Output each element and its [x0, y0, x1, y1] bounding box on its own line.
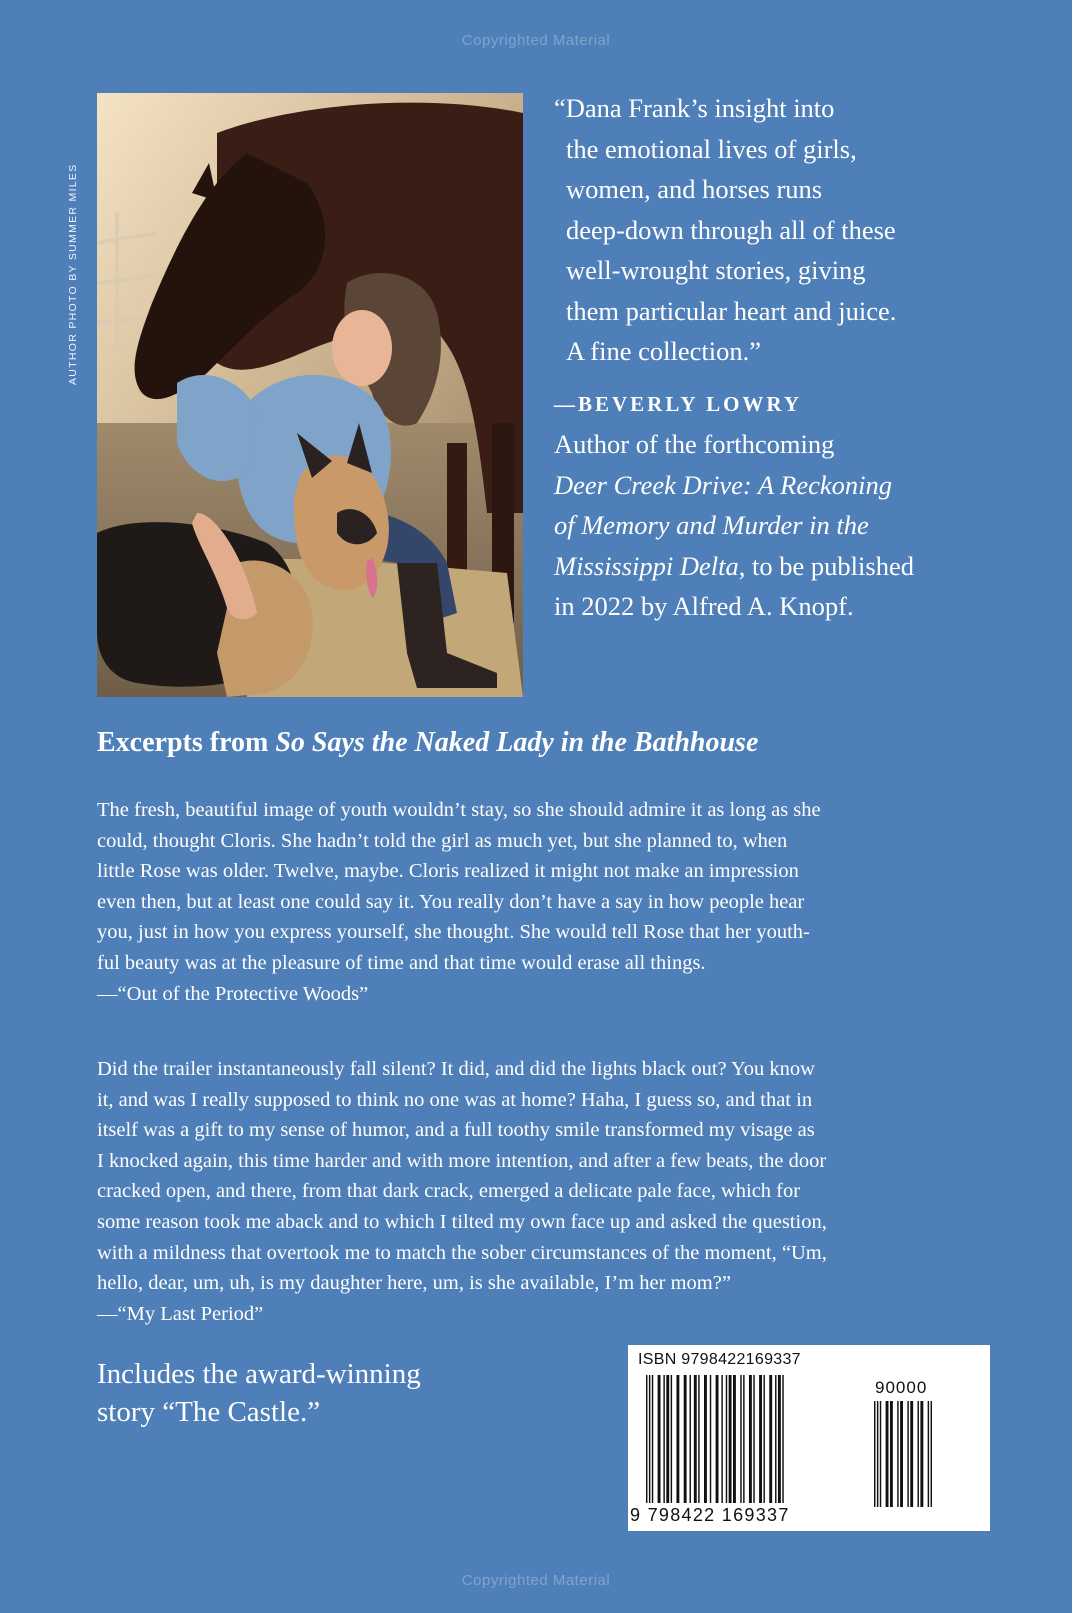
barcode-bar [910, 1401, 913, 1507]
includes-line: story “The Castle.” [97, 1396, 321, 1428]
barcode-bar [759, 1375, 762, 1503]
blurb-line: A fine collection.” [566, 336, 761, 366]
barcode-bar [743, 1375, 744, 1503]
blurb-line: “Dana Frank’s insight into [554, 93, 835, 123]
excerpt-line: itself was a gift to my sense of humor, and a full toothy smile transformed my visage as [97, 1119, 815, 1142]
ean-digits: 9 798422 169337 [630, 1505, 790, 1525]
barcode-bar [726, 1375, 727, 1503]
barcode-bar [880, 1401, 881, 1507]
barcode-bar [778, 1375, 781, 1503]
blurb-line: well-wrought stories, giving [566, 255, 866, 285]
barcode-bar [649, 1375, 650, 1503]
barcode-bar [666, 1375, 669, 1503]
watermark-top: Copyrighted Material [461, 32, 611, 49]
barcode-bar [877, 1401, 878, 1507]
barcode-bar [886, 1401, 889, 1507]
excerpt-line: Did the trailer instantaneously fall silent? It did, and did the lights black out? You know [97, 1058, 815, 1080]
isbn-label: ISBN 9798422169337 [638, 1351, 801, 1368]
includes-note [97, 1355, 517, 1431]
barcode-bar [721, 1375, 722, 1503]
barcode-bar [684, 1375, 687, 1503]
blurb-attribution: —BEVERLY LOWRY [554, 391, 803, 416]
author-photo [97, 93, 523, 697]
barcode-bar [729, 1375, 732, 1503]
bio-line: in 2022 by Alfred A. Knopf. [554, 591, 854, 621]
barcode-bar [652, 1375, 653, 1503]
includes-line: Includes the award-winning [97, 1358, 421, 1390]
barcode-bar [920, 1401, 923, 1507]
barcode-bar [931, 1401, 932, 1507]
barcode-bars [644, 1375, 864, 1505]
blurb-author-bio [554, 424, 1034, 627]
author-photo-illustration [97, 93, 523, 697]
bio-line: Author of the forthcoming [554, 429, 835, 459]
barcode-bar [740, 1375, 741, 1503]
excerpt-source: —“My Last Period” [97, 1302, 264, 1325]
excerpt-line: could, thought Cloris. She hadn’t told the girl as much yet, but she planned to, when [97, 829, 788, 852]
blurb-quote [554, 88, 1034, 627]
excerpt-line: even then, but at least one could say it. You really don’t have a say in how people hear [97, 890, 805, 913]
barcode-bar [690, 1375, 691, 1503]
bio-line [554, 546, 1034, 587]
excerpt-line: with a mildness that overtook me to match the sober circumstances of the moment, “Um, [97, 1241, 827, 1264]
barcode-bar [763, 1375, 764, 1503]
barcode-bar [928, 1401, 929, 1507]
excerpt-line: ful beauty was at the pleasure of time and that time would erase all things. [97, 951, 706, 974]
excerpt-source: —“Out of the Protective Woods” [97, 982, 369, 1005]
barcode-bar [907, 1401, 908, 1507]
barcode-bar [918, 1401, 919, 1507]
barcode-bar [890, 1401, 893, 1507]
excerpt-line: it, and was I really supposed to think no one was at home? Haha, I guess so, and that in [97, 1088, 813, 1111]
photo-credit: AUTHOR PHOTO BY SUMMER MILES [67, 163, 79, 385]
barcode-bar [646, 1375, 647, 1503]
barcode-bar [753, 1375, 754, 1503]
barcode-bar [749, 1375, 752, 1503]
isbn-barcode [628, 1345, 990, 1531]
excerpt-line: hello, dear, um, uh, is my daughter here, um, is she available, I’m her mom?” [97, 1272, 731, 1295]
excerpt-line: The fresh, beautiful image of youth wouldn’t stay, so she should admire it as long as she [97, 799, 821, 821]
barcode-bar [704, 1375, 707, 1503]
excerpt-line: some reason took me aback and to which I tilted my own face up and asked the question, [97, 1210, 827, 1233]
book-title: Mississippi Delta [554, 550, 739, 581]
barcode-bar [782, 1375, 783, 1503]
blurb-line: deep-down through all of these [566, 214, 896, 245]
addon-barcode-bars [872, 1401, 977, 1509]
price-code: 90000 [875, 1378, 928, 1397]
barcode-bar [710, 1375, 711, 1503]
excerpt-out-of-the-protective-woods [97, 795, 1032, 1009]
excerpt-line: little Rose was older. Twelve, maybe. Cloris realized it might not make an impression [97, 860, 799, 883]
barcode-bar [733, 1375, 736, 1503]
excerpt-line: I knocked again, this time harder and with more intention, and after a few beats, the door [97, 1149, 827, 1172]
barcode-bar [671, 1375, 672, 1503]
barcode-bar [698, 1375, 699, 1503]
book-title: of Memory and Murder in the [554, 510, 869, 540]
blurb-line: them particular heart and juice. [566, 295, 897, 326]
excerpt-line: cracked open, and there, from that dark crack, emerged a delicate pale face, which for [97, 1180, 801, 1203]
book-title: Deer Creek Drive: A Reckoning [554, 469, 892, 500]
excerpts-book-title: So Says the Naked Lady in the Bathhouse [275, 727, 759, 758]
bio-text: , to be published [738, 550, 914, 581]
excerpts-heading [97, 727, 1057, 759]
barcode-bar [769, 1375, 772, 1503]
barcode-bar [897, 1401, 898, 1507]
bio-line [554, 505, 1034, 546]
barcode-bar [775, 1375, 776, 1503]
barcode-bar [676, 1375, 679, 1503]
excerpts-heading-prefix: Excerpts from [97, 727, 276, 758]
excerpt-my-last-period [97, 1054, 1032, 1329]
barcode-bar [694, 1375, 697, 1503]
blurb-line: women, and horses runs [566, 174, 823, 204]
bio-line [554, 465, 1034, 506]
blurb-line: the emotional lives of girls, [566, 133, 857, 164]
barcode-bar [874, 1401, 875, 1507]
barcode-bar [658, 1375, 661, 1503]
excerpt-line: you, just in how you express yourself, she thought. She would tell Rose that her youth- [97, 921, 810, 944]
barcode-bar [716, 1375, 719, 1503]
blurb-text [554, 88, 1034, 372]
barcode-bar [900, 1401, 903, 1507]
barcode-bar [663, 1375, 664, 1503]
watermark-bottom: Copyrighted Material [461, 1572, 611, 1589]
